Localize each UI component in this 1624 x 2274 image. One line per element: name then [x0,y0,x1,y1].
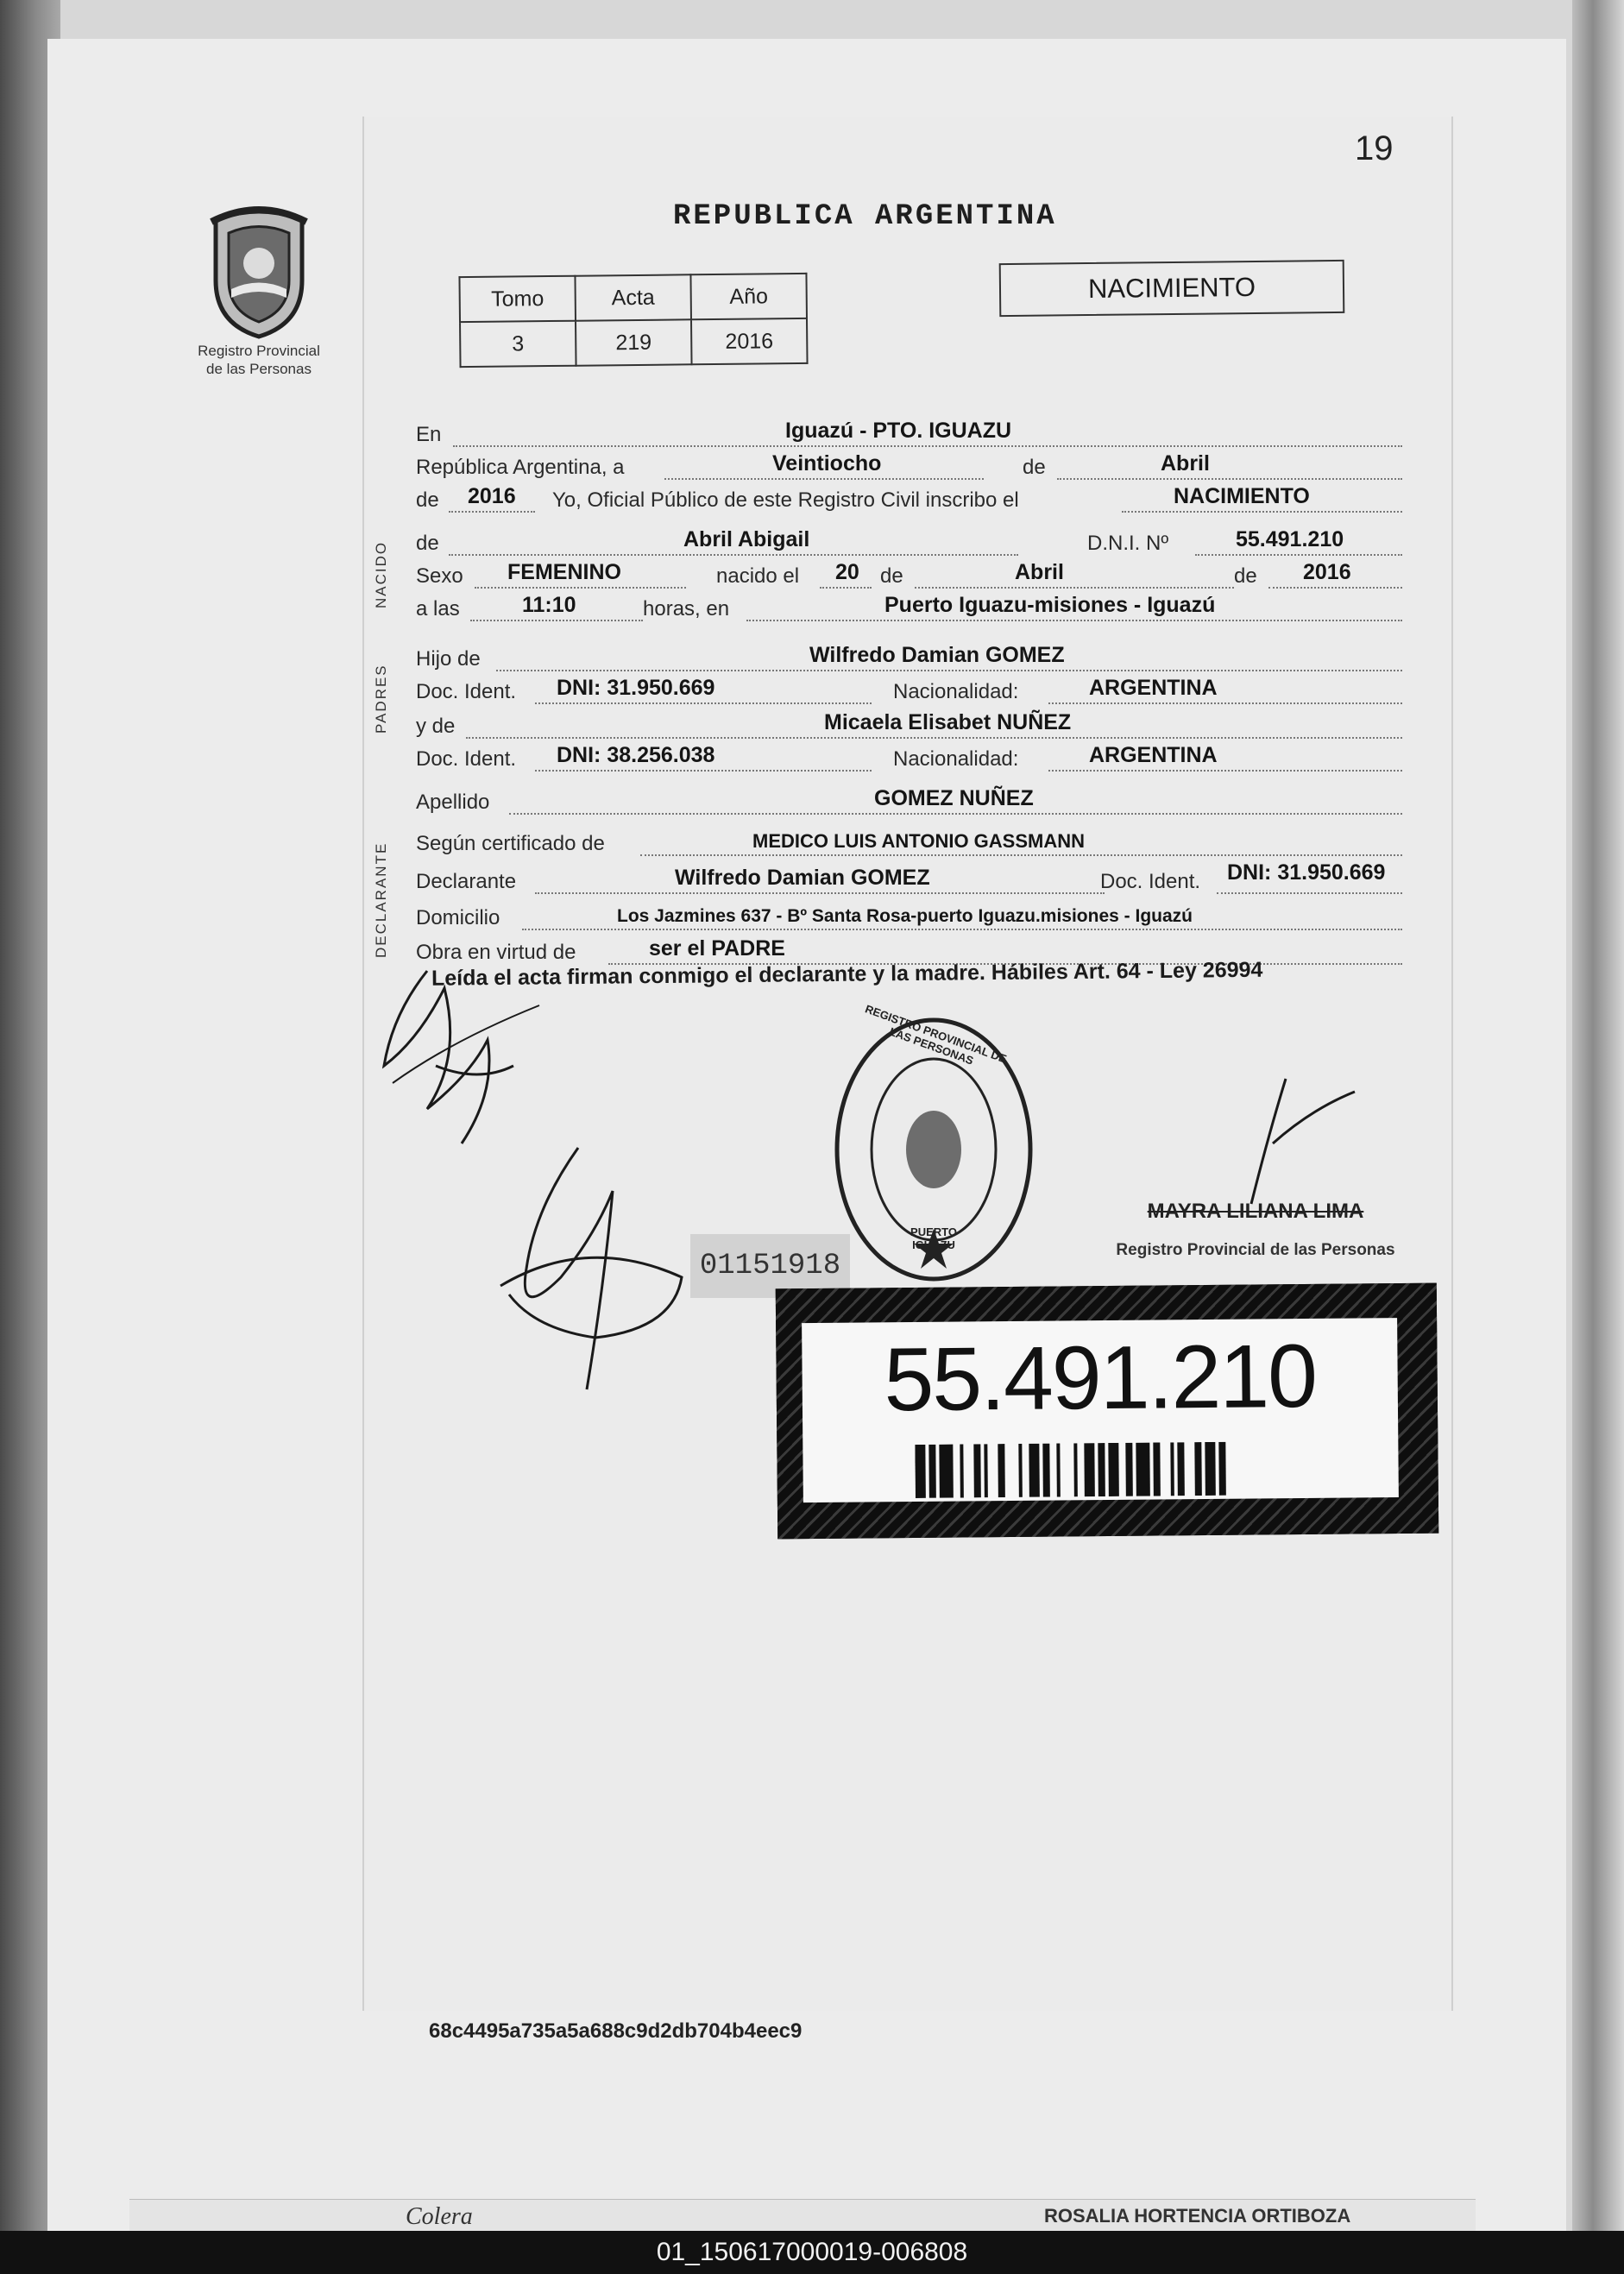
value-mother-nationality: ARGENTINA [1089,743,1218,767]
registry-value-acta: 219 [576,319,692,365]
label-segun: Según certificado de [416,832,605,855]
row-mother [414,711,1407,742]
label-de-birthyear: de [1234,564,1257,588]
label-horas-en: horas, en [643,597,730,620]
registry-header-ano: Año [690,274,807,319]
value-child-dni: 55.491.210 [1236,527,1344,551]
value-father-name: Wilfredo Damian GOMEZ [809,643,1065,667]
label-declarante: Declarante [416,870,517,893]
value-address: Los Jazmines 637 - Bº Santa Rosa-puerto Iguazu.misiones - Iguazú [617,906,1193,926]
label-domicilio: Domicilio [416,906,500,929]
registry-header-row [459,274,807,322]
row-surname [414,787,1407,818]
label-a-las: a las [416,597,460,620]
row-place [414,419,1407,450]
value-month: Abril [1161,451,1210,476]
page-number: 19 [1355,129,1394,167]
value-place: Iguazú - PTO. IGUAZU [785,419,1012,443]
stamp-inner-text: PUERTO IGUAZU [910,1225,957,1251]
signature-mother-icon [483,1131,699,1398]
registry-value-ano: 2016 [691,318,808,364]
label-yo: Yo, Oficial Público de este Registro Civil inscribo el [552,488,1019,512]
closing-statement: Leída el acta firman conmigo el declarante y la madre. Hábiles Art. 64 - Ley 26994 [431,957,1263,991]
value-surname: GOMEZ NUÑEZ [874,786,1034,810]
signature-registrar-icon [1096,1074,1424,1213]
registry-table [458,273,808,368]
registry-value-row [460,318,808,367]
label-y-de: y de [416,715,456,738]
row-year-act [414,485,1407,516]
value-father-nationality: ARGENTINA [1089,676,1218,700]
dni-sticker [776,1283,1439,1540]
value-birth-day: 20 [835,560,859,584]
value-birth-month: Abril [1015,560,1064,584]
value-birth-year: 2016 [1303,560,1351,584]
province-seal-icon [198,203,319,341]
registry-header-tomo: Tomo [459,276,576,322]
row-address [414,903,1407,934]
registrar-office: Registro Provincial de las Personas [1116,1241,1395,1259]
row-date-words [414,452,1407,483]
dni-sticker-face [802,1318,1399,1502]
value-declarant-name: Wilfredo Damian GOMEZ [675,866,930,890]
label-de-month: de [1023,456,1046,479]
agency-name [173,342,345,378]
registrar-name: MAYRA LILIANA LIMA [1147,1200,1364,1223]
section-label-padres: PADRES [373,664,389,734]
official-stamp [830,1002,1037,1290]
row-mother-doc [414,744,1407,775]
value-declarant-dni: DNI: 31.950.669 [1227,860,1386,885]
registrar-block [1083,1200,1428,1260]
label-en: En [416,423,442,446]
row-sex-birthdate [414,561,1407,592]
row-certificate [414,828,1407,860]
label-hijo-de: Hijo de [416,647,481,671]
value-father-dni: DNI: 31.950.669 [557,676,715,700]
row-time-place [414,594,1407,625]
serial-number: 01151918 [690,1234,850,1298]
agency-line-1: Registro Provincial [198,343,320,359]
label-doc-ident-declarant: Doc. Ident. [1100,870,1201,893]
value-mother-dni: DNI: 38.256.038 [557,743,715,767]
label-nacionalidad-mother: Nacionalidad: [893,747,1019,771]
label-de-year: de [416,488,439,512]
row-father [414,644,1407,675]
record-type-box: NACIMIENTO [999,260,1345,317]
section-label-declarante: DECLARANTE [373,841,389,958]
row-child-name [414,528,1407,559]
label-dni-no: D.N.I. Nº [1087,532,1169,555]
value-year: 2016 [468,484,516,508]
stamp-ring-text: REGISTRO PROVINCIAL DE LAS PERSONAS [863,1002,1009,1068]
scan-edge-right [1572,0,1624,2231]
document-hash: 68c4495a735a5a688c9d2db704b4eec9 [429,2019,803,2043]
registry-value-tomo: 3 [460,321,576,367]
value-by-virtue: ser el PADRE [649,936,785,961]
underlying-name: ROSALIA HORTENCIA ORTIBOZA [1044,2205,1351,2227]
label-nacionalidad-father: Nacionalidad: [893,680,1019,703]
label-de-birthmonth: de [880,564,903,588]
underlying-handwriting: Colera [406,2203,473,2230]
section-label-nacido: NACIDO [373,540,389,608]
dni-sticker-number: 55.491.210 [883,1326,1317,1431]
label-obra: Obra en virtud de [416,941,576,964]
row-declarant [414,860,1407,898]
document-title: REPUBLICA ARGENTINA [673,200,1057,233]
label-nacido-el: nacido el [716,564,800,588]
value-birth-place: Puerto Iguazu-misiones - Iguazú [884,593,1216,617]
scan-footer-id: 01_150617000019-006808 [0,2231,1624,2274]
signature-declarant-icon [367,936,565,1161]
registry-header-acta: Acta [575,274,691,320]
label-republica: República Argentina, a [416,456,625,479]
agency-line-2: de las Personas [206,361,312,377]
label-doc-ident-mother: Doc. Ident. [416,747,517,771]
value-day-words: Veintiocho [772,451,882,476]
label-apellido: Apellido [416,791,490,814]
value-mother-name: Micaela Elisabet NUÑEZ [824,710,1072,734]
label-de-child: de [416,532,439,555]
value-act-type: NACIMIENTO [1174,484,1310,508]
value-sex: FEMENINO [507,560,621,584]
label-doc-ident-father: Doc. Ident. [416,680,517,703]
row-father-doc [414,677,1407,708]
label-sexo: Sexo [416,564,463,588]
value-certificate: MEDICO LUIS ANTONIO GASSMANN [752,830,1086,852]
barcode-icon [915,1441,1304,1498]
value-child-name: Abril Abigail [683,527,810,551]
value-birth-time: 11:10 [522,593,576,617]
